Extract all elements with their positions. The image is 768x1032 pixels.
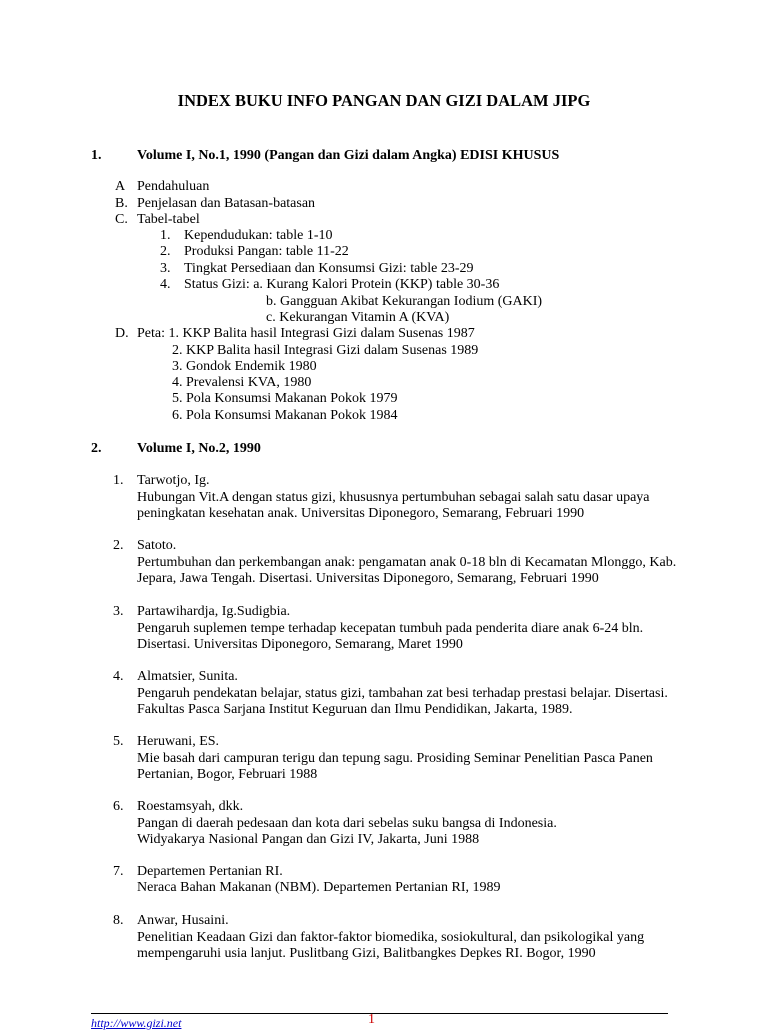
peta-item: 6. Pola Konsumsi Makanan Pokok 1984 xyxy=(172,408,398,423)
entry-line: Pengaruh pendekatan belajar, status gizi, tambahan zat besi terhadap prestasi belajar. Disertasi. xyxy=(137,685,668,701)
section-2-heading: Volume I, No.2, 1990 xyxy=(137,441,261,456)
entry-author: Satoto. xyxy=(137,538,177,553)
entry-author: Tarwotjo, Ig. xyxy=(137,473,210,488)
entry-author: Almatsier, Sunita. xyxy=(137,669,238,684)
bibliography-entry xyxy=(137,734,697,784)
entry-number: 4. xyxy=(113,669,124,684)
entry-line: Hubungan Vit.A dengan status gizi, khususnya pertumbuhan sebagai salah satu dasar upaya xyxy=(137,489,650,505)
entry-line: mempengaruhi usia lanjut. Puslitbang Gizi, Balitbangkes Depkes RI. Bogor, 1990 xyxy=(137,946,596,961)
table-num: 3. xyxy=(160,261,171,276)
entry-line: Pengaruh suplemen tempe terhadap kecepatan tumbuh pada penderita diare anak 6-24 bln. xyxy=(137,620,644,636)
item-text: Pendahuluan xyxy=(137,179,210,194)
table-text: Kependudukan: table 1-10 xyxy=(184,228,333,243)
bibliography-entry xyxy=(137,604,697,654)
item-letter: C. xyxy=(115,212,128,227)
bibliography-entry xyxy=(137,913,697,963)
entry-line: peningkatan kesehatan anak. Universitas Diponegoro, Semarang, Februari 1990 xyxy=(137,506,585,521)
footer-rule xyxy=(91,1013,668,1014)
peta-item: 2. KKP Balita hasil Integrasi Gizi dalam Susenas 1989 xyxy=(172,343,479,358)
status-sub-item: c. Kekurangan Vitamin A (KVA) xyxy=(266,310,450,325)
peta-item: 3. Gondok Endemik 1980 xyxy=(172,359,317,374)
table-num: 1. xyxy=(160,228,171,243)
entry-line: Disertasi. Universitas Diponegoro, Semarang, Maret 1990 xyxy=(137,637,463,652)
entry-line: Widyakarya Nasional Pangan dan Gizi IV, Jakarta, Juni 1988 xyxy=(137,832,480,847)
entry-number: 2. xyxy=(113,538,124,553)
bibliography-entry xyxy=(137,473,697,523)
bibliography-entry xyxy=(137,799,697,849)
page-number: 1 xyxy=(368,1012,375,1027)
peta-item: 4. Prevalensi KVA, 1980 xyxy=(172,375,312,390)
item-letter: D. xyxy=(115,326,129,341)
item-letter: A xyxy=(115,179,126,194)
entry-number: 3. xyxy=(113,604,124,619)
footer-link[interactable]: http://www.gizi.net xyxy=(91,1016,182,1030)
entry-line: Mie basah dari campuran terigu dan tepung sagu. Prosiding Seminar Penelitian Pasca Panen xyxy=(137,750,653,766)
peta-item: 5. Pola Konsumsi Makanan Pokok 1979 xyxy=(172,391,398,406)
section-1-number: 1. xyxy=(91,148,102,163)
entry-number: 7. xyxy=(113,864,124,879)
table-text: Status Gizi: a. Kurang Kalori Protein (KKP) table 30-36 xyxy=(184,277,500,292)
item-text: Tabel-tabel xyxy=(137,212,200,227)
peta-first: Peta: 1. KKP Balita hasil Integrasi Gizi dalam Susenas 1987 xyxy=(137,326,475,341)
section-2-number: 2. xyxy=(91,441,102,456)
entry-author: Heruwani, ES. xyxy=(137,734,220,749)
table-num: 4. xyxy=(160,277,171,292)
bibliography-entry xyxy=(137,538,697,588)
document-title: INDEX BUKU INFO PANGAN DAN GIZI DALAM JIPG xyxy=(177,91,591,110)
entry-number: 8. xyxy=(113,913,124,928)
entry-number: 6. xyxy=(113,799,124,814)
entry-author: Partawihardja, Ig.Sudigbia. xyxy=(137,604,291,619)
entry-line: Jepara, Jawa Tengah. Disertasi. Universitas Diponegoro, Semarang, Februari 1990 xyxy=(137,571,599,586)
entry-number: 5. xyxy=(113,734,124,749)
entry-line: Neraca Bahan Makanan (NBM). Departemen Pertanian RI, 1989 xyxy=(137,880,501,895)
entry-number: 1. xyxy=(113,473,124,488)
table-text: Produksi Pangan: table 11-22 xyxy=(184,244,349,259)
entry-line: Pangan di daerah pedesaan dan kota dari sebelas suku bangsa di Indonesia. xyxy=(137,815,557,831)
entry-line: Pertanian, Bogor, Februari 1988 xyxy=(137,767,318,782)
item-letter: B. xyxy=(115,196,128,211)
entry-line: Fakultas Pasca Sarjana Institut Keguruan dan Ilmu Pendidikan, Jakarta, 1989. xyxy=(137,702,573,717)
item-text: Penjelasan dan Batasan-batasan xyxy=(137,196,316,211)
bibliography-entry xyxy=(137,669,697,719)
entry-author: Anwar, Husaini. xyxy=(137,913,229,928)
table-num: 2. xyxy=(160,244,171,259)
table-text: Tingkat Persediaan dan Konsumsi Gizi: table 23-29 xyxy=(184,261,474,276)
status-sub-item: b. Gangguan Akibat Kekurangan Iodium (GAKI) xyxy=(266,294,543,309)
entry-author: Roestamsyah, dkk. xyxy=(137,799,244,814)
entry-line: Pertumbuhan dan perkembangan anak: pengamatan anak 0-18 bln di Kecamatan Mlonggo, Kab. xyxy=(137,554,677,570)
entry-author: Departemen Pertanian RI. xyxy=(137,864,283,879)
section-1-heading: Volume I, No.1, 1990 (Pangan dan Gizi dalam Angka) EDISI KHUSUS xyxy=(137,148,560,163)
entry-line: Penelitian Keadaan Gizi dan faktor-faktor biomedika, sosiokultural, dan psikologikal yang xyxy=(137,929,645,945)
